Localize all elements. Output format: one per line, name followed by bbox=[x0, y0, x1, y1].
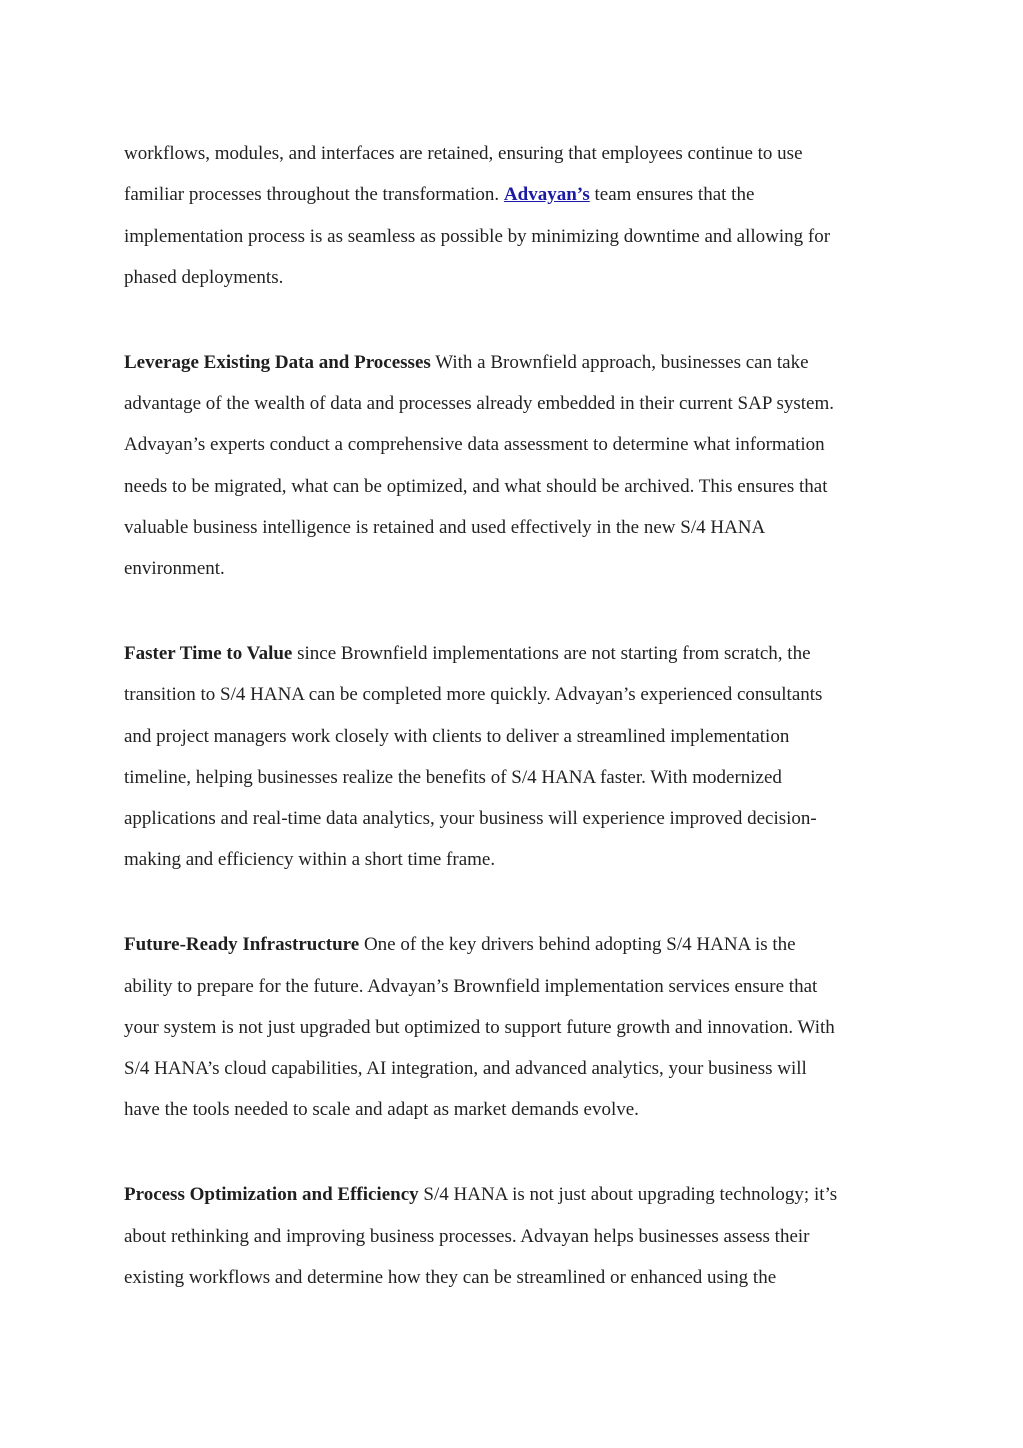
paragraph-spacer bbox=[124, 589, 904, 633]
text-line: making and efficiency within a short time frame. bbox=[124, 849, 496, 871]
text-line bbox=[124, 633, 904, 674]
document-page bbox=[124, 133, 904, 1298]
text-line: applications and real-time data analytics, your business will experience improved decision- bbox=[124, 808, 817, 830]
section-heading: Faster Time to Value bbox=[124, 642, 293, 664]
text-line: and project managers work closely with clients to deliver a streamlined implementation bbox=[124, 725, 790, 747]
paragraph-spacer bbox=[124, 298, 904, 342]
text-line: phased deployments. bbox=[124, 266, 284, 288]
section-heading: Leverage Existing Data and Processes bbox=[124, 351, 431, 373]
text-line bbox=[124, 924, 904, 965]
text-line: existing workflows and determine how they can be streamlined or enhanced using the bbox=[124, 1266, 777, 1288]
text-line: workflows, modules, and interfaces are retained, ensuring that employees continue to use bbox=[124, 143, 803, 164]
text-fragment: S/4 HANA is not just about upgrading technology; it’s bbox=[418, 1184, 838, 1206]
paragraph-intro bbox=[124, 133, 904, 298]
text-line: have the tools needed to scale and adapt as market demands evolve. bbox=[124, 1099, 639, 1121]
text-line: valuable business intelligence is retained and used effectively in the new S/4 HANA bbox=[124, 516, 766, 538]
text-line: needs to be migrated, what can be optimized, and what should be archived. This ensures that bbox=[124, 475, 828, 497]
advayan-link[interactable]: Advayan’s bbox=[503, 184, 590, 206]
section-heading: Process Optimization and Efficiency bbox=[124, 1184, 419, 1206]
text-fragment: One of the key drivers behind adopting S/4 HANA is the bbox=[359, 934, 796, 956]
paragraph-faster bbox=[124, 633, 904, 881]
text-line: environment. bbox=[124, 558, 225, 580]
text-line: timeline, helping businesses realize the benefits of S/4 HANA faster. With modernized bbox=[124, 766, 782, 788]
text-fragment: team ensures that the bbox=[589, 184, 755, 206]
paragraph-spacer bbox=[124, 881, 904, 925]
text-fragment: With a Brownfield approach, businesses can take bbox=[430, 351, 809, 373]
section-heading: Future-Ready Infrastructure bbox=[124, 934, 360, 956]
paragraph-future bbox=[124, 924, 904, 1130]
text-line bbox=[124, 342, 904, 383]
text-line bbox=[124, 1174, 904, 1215]
text-line: advantage of the wealth of data and processes already embedded in their current SAP system. bbox=[124, 392, 834, 414]
text-fragment: since Brownfield implementations are not starting from scratch, the bbox=[292, 642, 811, 664]
text-fragment: familiar processes throughout the transformation. bbox=[124, 184, 504, 206]
text-line: implementation process is as seamless as possible by minimizing downtime and allowing for bbox=[124, 225, 831, 247]
text-line: Advayan’s experts conduct a comprehensive data assessment to determine what information bbox=[124, 434, 825, 456]
paragraph-process bbox=[124, 1174, 904, 1298]
text-line: your system is not just upgraded but optimized to support future growth and innovation. With bbox=[124, 1016, 835, 1038]
text-line: S/4 HANA’s cloud capabilities, AI integration, and advanced analytics, your business will bbox=[124, 1058, 807, 1080]
paragraph-spacer bbox=[124, 1131, 904, 1175]
text-line-with-link bbox=[124, 174, 904, 215]
paragraph-leverage bbox=[124, 342, 904, 590]
text-line: ability to prepare for the future. Advayan’s Brownfield implementation services ensure that bbox=[124, 975, 818, 997]
text-line: transition to S/4 HANA can be completed more quickly. Advayan’s experienced consultants bbox=[124, 684, 823, 706]
text-line: about rethinking and improving business processes. Advayan helps businesses assess their bbox=[124, 1225, 810, 1247]
